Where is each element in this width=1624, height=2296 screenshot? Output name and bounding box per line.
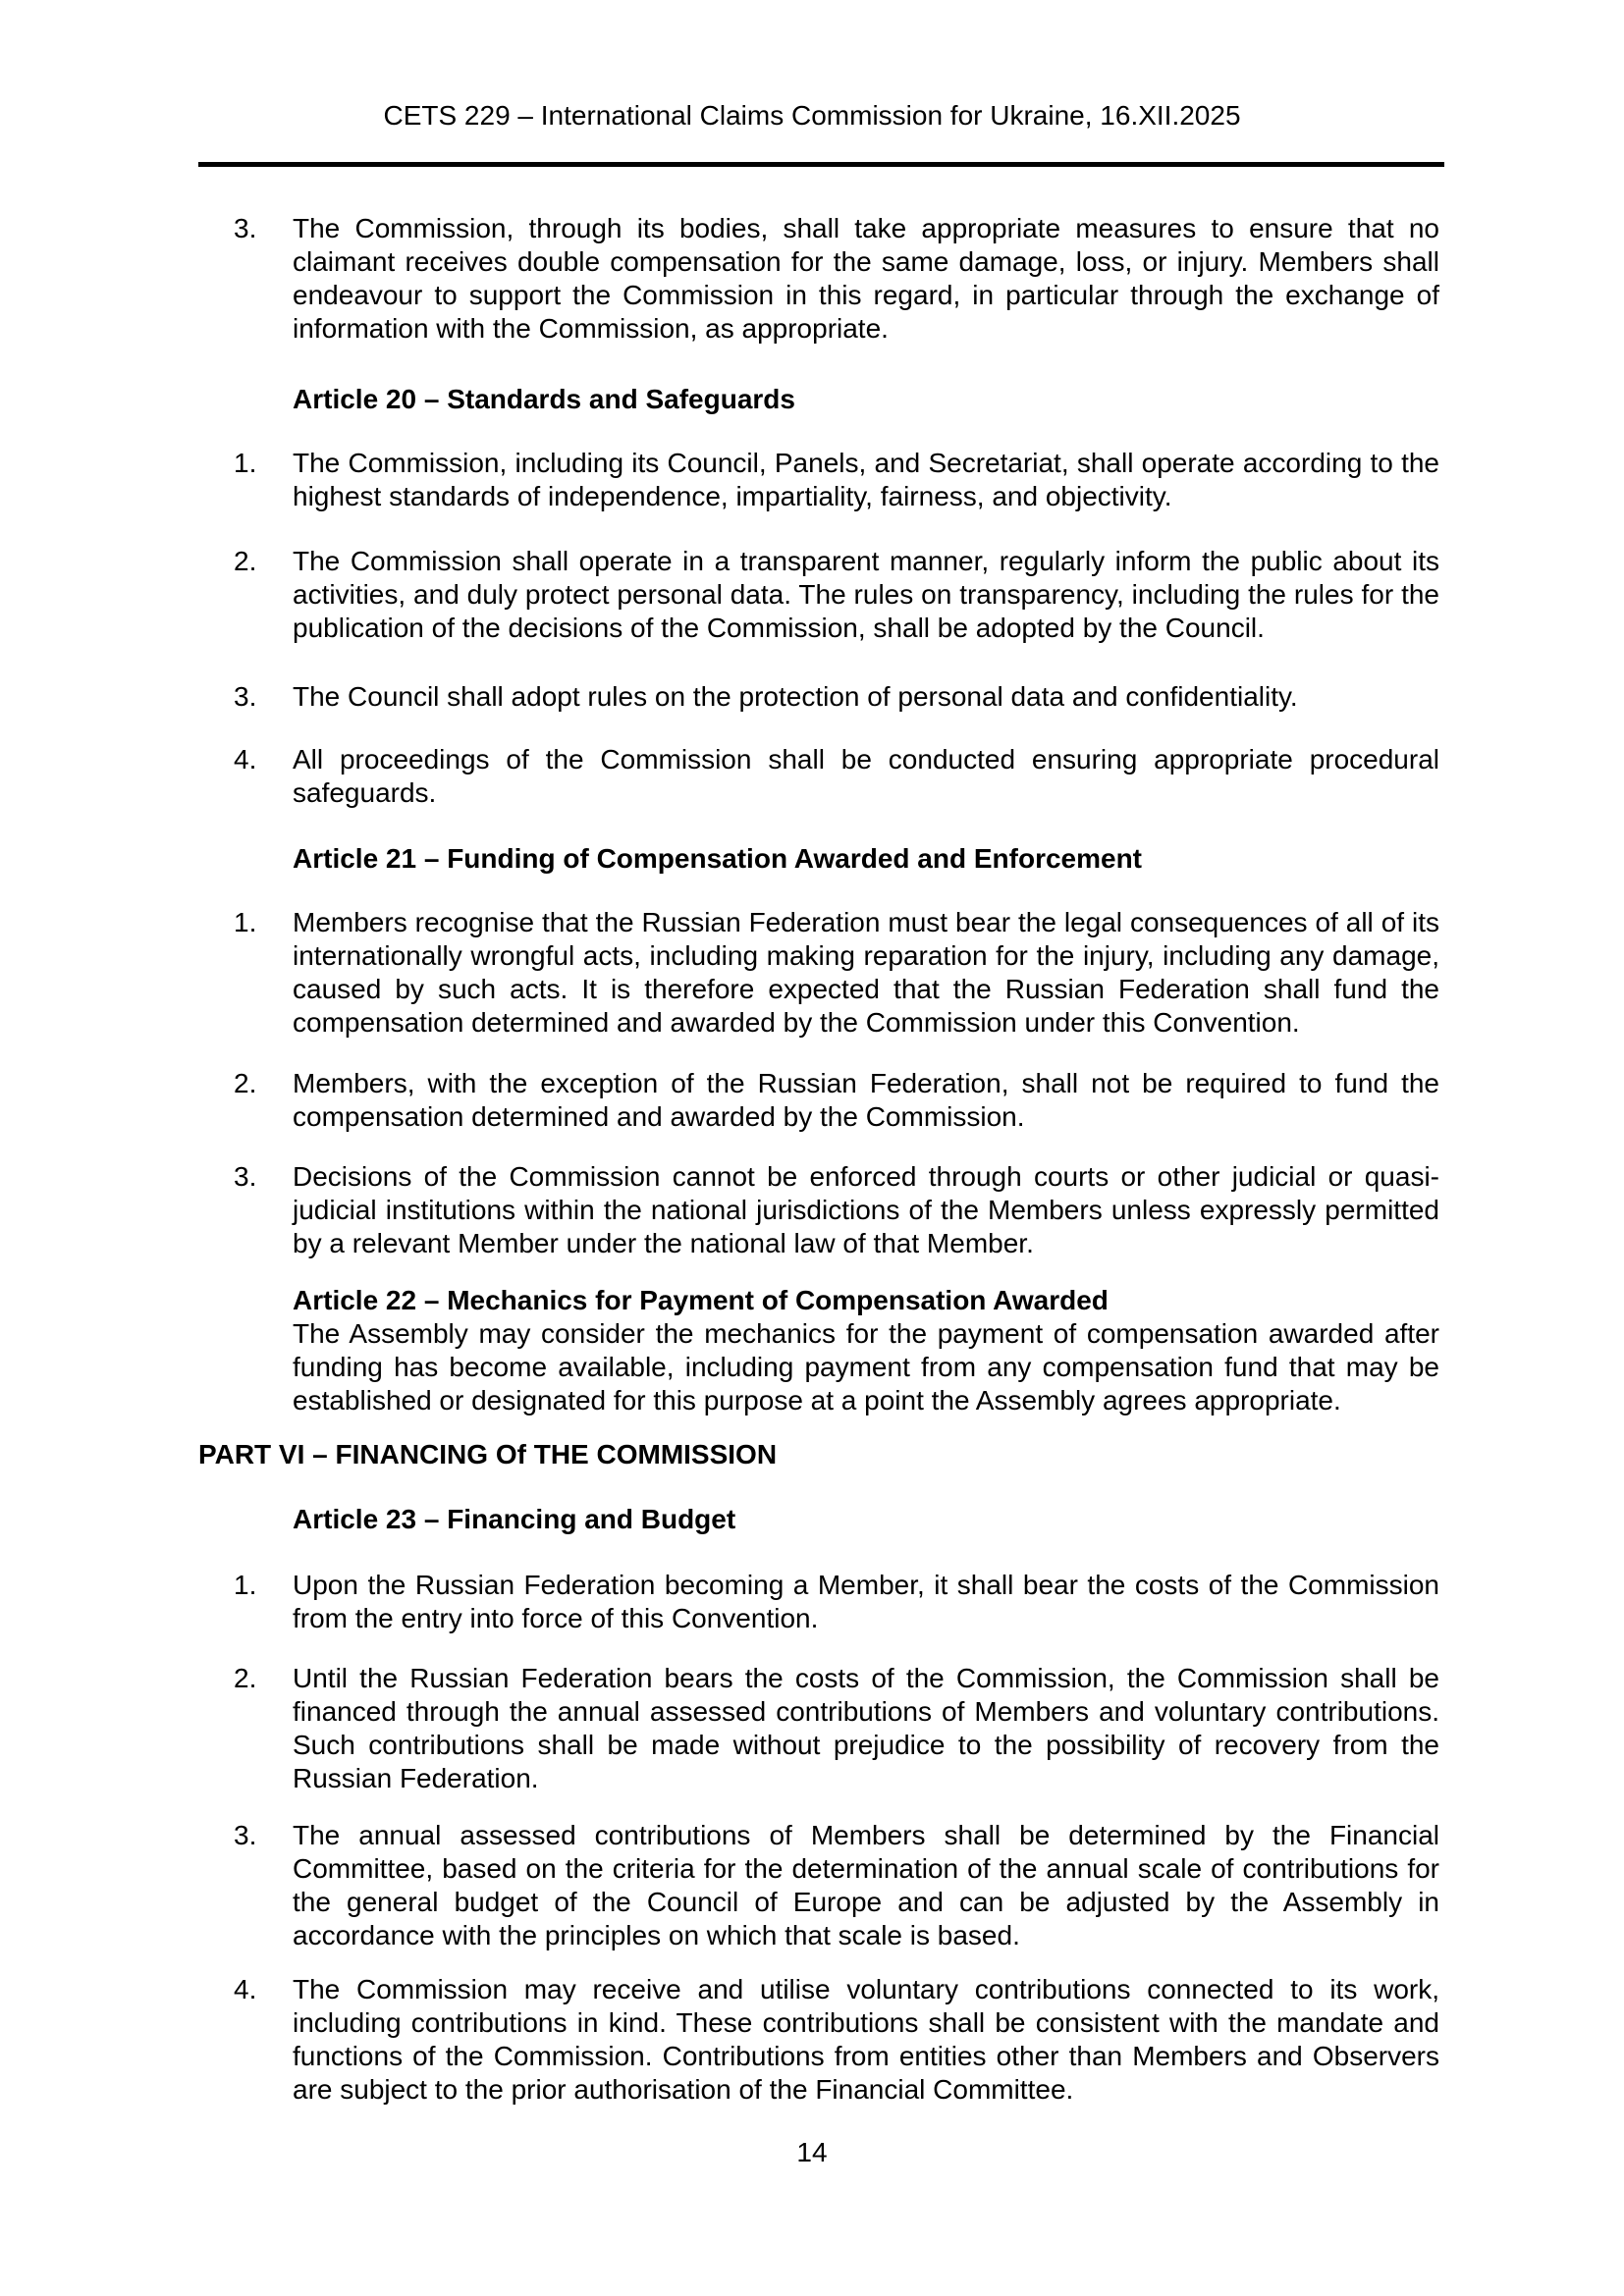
numbered-item bbox=[198, 545, 1439, 645]
item-text: Upon the Russian Federation becoming a Member, it shall bear the costs of the Commission from the entry into force of this Convention. bbox=[293, 1570, 1439, 1633]
article-22-section bbox=[198, 1284, 1439, 1417]
item-number: 1. bbox=[234, 1570, 257, 1600]
item-number: 1. bbox=[234, 907, 257, 937]
item-number: 4. bbox=[234, 744, 257, 774]
item-number: 2. bbox=[234, 1663, 257, 1693]
item-number: 3. bbox=[234, 1820, 257, 1850]
item-number: 2. bbox=[234, 1068, 257, 1098]
item-number: 4. bbox=[234, 1974, 257, 2004]
item-text: The Commission may receive and utilise voluntary contributions connected to its work, including contributions in kind. These contributions shall be consistent with the mandate and functions of the Commission. Contributions from entities other than Members and Observers are subject to the prior authorisation of the Financial Committee. bbox=[293, 1974, 1439, 2105]
page-number: 14 bbox=[796, 2137, 828, 2167]
numbered-item bbox=[198, 680, 1439, 714]
article-22-heading: Article 22 – Mechanics for Payment of Compensation Awarded bbox=[293, 1285, 1109, 1315]
numbered-item bbox=[198, 1819, 1439, 1952]
item-number: 3. bbox=[234, 681, 257, 712]
article-22-paragraph: The Assembly may consider the mechanics for the payment of compensation awarded after funding has become available, including payment from any compensation fund that may be established or designated for this purpose at a point the Assembly agrees appropriate. bbox=[293, 1318, 1439, 1415]
numbered-item bbox=[198, 1160, 1439, 1260]
page-header: CETS 229 – International Claims Commission for Ukraine, 16.XII.2025 bbox=[383, 100, 1241, 131]
numbered-item bbox=[198, 1973, 1439, 2107]
item-text: Members, with the exception of the Russian Federation, shall not be required to fund the compensation determined and awarded by the Commission. bbox=[293, 1068, 1439, 1132]
item-text: The Commission, including its Council, Panels, and Secretariat, shall operate according to the highest standards of independence, impartiality, fairness, and objectivity. bbox=[293, 448, 1439, 511]
item-text: The Commission shall operate in a transparent manner, regularly inform the public about its activities, and duly protect personal data. The rules on transparency, including the rules for the publication of the decisions of the Commission, shall be adopted by the Council. bbox=[293, 546, 1439, 643]
numbered-item bbox=[198, 1067, 1439, 1134]
part-vi-heading: PART VI – FINANCING Of THE COMMISSION bbox=[198, 1439, 778, 1469]
numbered-item bbox=[198, 1569, 1439, 1635]
item-number: 1. bbox=[234, 448, 257, 478]
item-number: 2. bbox=[234, 546, 257, 576]
article-21-heading: Article 21 – Funding of Compensation Awarded and Enforcement bbox=[293, 843, 1143, 874]
numbered-item bbox=[198, 447, 1439, 513]
numbered-item bbox=[198, 743, 1439, 810]
header-divider-line bbox=[198, 162, 1444, 167]
article-23-heading: Article 23 – Financing and Budget bbox=[293, 1504, 736, 1534]
item-text: Members recognise that the Russian Federation must bear the legal consequences of all of its internationally wrongful acts, including making reparation for the injury, including any damage, caused by such acts. It is therefore expected that the Russian Federation shall fund the compensation determined and awarded by the Commission under this Convention. bbox=[293, 907, 1439, 1038]
item-number: 3. bbox=[234, 1161, 257, 1192]
item-text: Until the Russian Federation bears the costs of the Commission, the Commission shall be financed through the annual assessed contributions of Members and voluntary contributions. Such contributions shall be made without prejudice to the possibility of recovery from the Russian Federation. bbox=[293, 1663, 1439, 1793]
item-text: The Council shall adopt rules on the protection of personal data and confidentiality. bbox=[293, 681, 1298, 712]
item-text: All proceedings of the Commission shall be conducted ensuring appropriate procedural safeguards. bbox=[293, 744, 1439, 808]
item-text: The annual assessed contributions of Members shall be determined by the Financial Committee, based on the criteria for the determination of the annual scale of contributions for the general budget of the Council of Europe and can be adjusted by the Assembly in accordance with the principles on which that scale is based. bbox=[293, 1820, 1439, 1950]
numbered-item bbox=[198, 1662, 1439, 1795]
numbered-item bbox=[198, 906, 1439, 1040]
item-text: The Commission, through its bodies, shall take appropriate measures to ensure that no claimant receives double compensation for the same damage, loss, or injury. Members shall endeavour to support the Commission in this regard, in particular through the exchange of information with the Commission, as appropriate. bbox=[293, 213, 1439, 344]
numbered-item bbox=[198, 212, 1439, 346]
item-number: 3. bbox=[234, 213, 257, 243]
article-20-heading: Article 20 – Standards and Safeguards bbox=[293, 384, 795, 414]
item-text: Decisions of the Commission cannot be enforced through courts or other judicial or quasi-judicial institutions within the national jurisdictions of the Members unless expressly permitted by a relevant Member under the national law of that Member. bbox=[293, 1161, 1439, 1258]
